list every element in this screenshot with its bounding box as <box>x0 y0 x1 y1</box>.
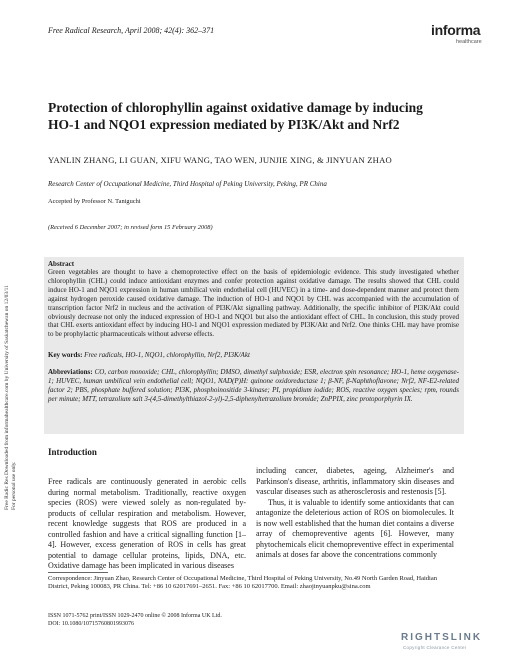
footnote-divider <box>48 572 108 573</box>
body-column-right <box>256 466 454 561</box>
rightslink-subtitle: Copyright Clearance Center <box>403 645 467 650</box>
body-paragraph: Free radicals are continuously generated in aerobic cells during normal metabolism. Traditionally, reactive oxygen species (ROS) were viewed solely as non-regulated by-products of cellular respiration and metabolism. However, recent knowledge suggests that ROS are produced in a controlled fashion and have a critical signalling function [1–4]. However, excess generation of ROS in cells has great potential to damage cellular proteins, lipids, DNA, etc. Oxidative damage has been implicated in various diseases <box>48 477 246 570</box>
issn-line: ISSN 1071-5762 print/ISSN 1029-2470 online © 2008 Informa UK Ltd. <box>48 613 222 619</box>
download-watermark-line2: For personal use only. <box>11 461 17 510</box>
author-list: YANLIN ZHANG, LI GUAN, XIFU WANG, TAO WEN, JUNJIE XING, & JINYUAN ZHAO <box>48 155 392 165</box>
publisher-logo-subtitle: healthcare <box>456 39 482 45</box>
paper-title: Protection of chlorophyllin against oxidative damage by inducing HO-1 and NQO1 expression mediated by PI3K/Akt and Nrf2 <box>48 100 423 132</box>
abbreviations <box>48 368 459 404</box>
download-watermark-line1: Free Radic Res Downloaded from informahealthcare.com by University of Saskatchewan on 12/03/11 <box>4 285 10 510</box>
affiliation: Research Center of Occupational Medicine, Third Hospital of Peking University, Peking, PR China <box>48 180 327 188</box>
body-paragraph: including cancer, diabetes, ageing, Alzheimer's and Parkinson's disease, arthritis, inflammatory skin diseases and vascular diseases such as atherosclerosis and restenosis [5]. <box>256 466 454 496</box>
received-dates: (Received 6 December 2007; in revised form 15 February 2008) <box>48 224 213 231</box>
keywords-text: Free radicals, HO-1, NQO1, chlorophyllin, Nrf2, PI3K/Akt <box>84 351 250 359</box>
publisher-logo: informa <box>431 22 481 38</box>
section-heading-introduction: Introduction <box>48 447 97 457</box>
rightslink-logo: RIGHTSLINK <box>401 632 483 643</box>
abstract-text: Green vegetables are thought to have a chemoprotective effect on the basis of epidemiologic evidence. This study investigated whether chlorophyllin (CHL) could induce antioxidant enzymes and confer protection against oxidative damage. The results showed that CHL could induce HO-1 and NQO1 expression in human umbilical vein endothelial cell (HUVEC) in a time- and dose-dependent manner and protect them against hydrogen peroxide caused oxidative damage. The induction of HO-1 and NQO1 by CHL was accompanied with the accumulation of transcription factor Nrf2 in nucleus and the activation of PI3K/Akt signalling pathway. Additionally, the specific inhibitor of PI3K/Akt could obviously decrease not only the induced expression of HO-1 and NQO1 but also the antioxidant effect of CHL. In conclusion, this study proved that CHL exerts antioxidant effect by inducing HO-1 and NQO1 expression mediated by PI3K/Akt and Nrf2. One thinks CHL may have promise to be prophylactic pharmaceuticals without adverse effects. <box>48 268 459 339</box>
keywords <box>48 351 459 360</box>
body-paragraph: Thus, it is valuable to identify some antioxidants that can antagonize the deleterious action of ROS on biomolecules. It is now well established that the human diet contains a diverse array of chemopreventive agents [6]. However, many phytochemicals elicit chemopreventive effect in experimental animals at doses far above the concentrations commonly <box>256 497 454 559</box>
doi-line: DOI: 10.1080/10715760801993076 <box>48 621 134 627</box>
issn-doi <box>48 612 222 628</box>
download-watermark <box>4 180 24 510</box>
accepted-by: Accepted by Professor N. Taniguchi <box>48 198 141 205</box>
keywords-label: Key words: <box>48 351 83 359</box>
abbreviations-text: CO, carbon monoxide; CHL, chlorophyllin; DMSO, dimethyl sulphoxide; ESR, electron spin resonance; HO-1, heme oxygenase-1; HUVEC, human umbilical vein endothelial cell; NQO1, NAD(P)H: quinone oxidoreductase 1; β-NF, β-Naphthoflavone; Nrf2, NF-E2-related factor 2; PBS, phosphate buffered solution; PI3K, phosphoinositide 3-kinase; PI, propidium iodide; ROS, reactive oxygen species; rpm, rounds per minute; MTT, tetrazolium salt 3-(4,5-dimethylthiazol-2-yl)-2,5-diphenyltetrazolium bromide; ZnPPIX, zinc protoporphyrin IX. <box>48 368 460 403</box>
correspondence-footnote: Correspondence: Jinyuan Zhao, Research Center of Occupational Medicine, Third Hospital of Peking University, No.49 North Garden Road, Haidian District, Peking 100083, PR China. Tel: +86 10 62017691–2651. Fax: +86 10 62017700. Email: zhaojinyuanpku@sina.com <box>48 575 437 590</box>
abbreviations-label: Abbreviations: <box>48 368 93 376</box>
journal-citation: Free Radical Research, April 2008; 42(4): 362–371 <box>48 26 215 35</box>
abstract-heading: Abstract <box>48 260 75 268</box>
body-column-left <box>48 477 246 572</box>
